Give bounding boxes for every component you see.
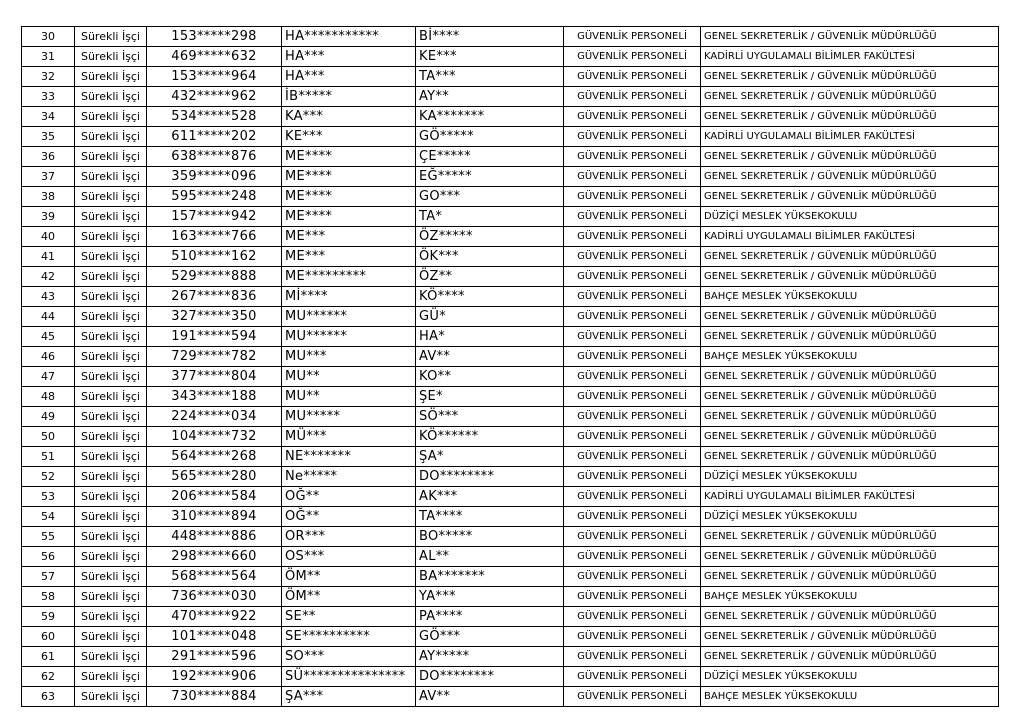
masked-surname-cell: ÖZ*****	[416, 227, 564, 247]
employment-type-cell: Sürekli İşçi	[75, 387, 147, 407]
masked-name-cell: OR***	[282, 527, 416, 547]
masked-id-cell: 298*****660	[147, 547, 282, 567]
masked-surname-cell: AV**	[416, 687, 564, 707]
masked-id-cell: 638*****876	[147, 147, 282, 167]
table-row	[22, 467, 999, 487]
table-row	[22, 127, 999, 147]
job-title-cell: GÜVENLİK PERSONELİ	[564, 527, 701, 547]
employment-type-cell: Sürekli İşçi	[75, 527, 147, 547]
row-number-cell: 39	[22, 207, 75, 227]
row-number-cell: 46	[22, 347, 75, 367]
job-title-cell: GÜVENLİK PERSONELİ	[564, 607, 701, 627]
table-row	[22, 67, 999, 87]
masked-id-cell: 343*****188	[147, 387, 282, 407]
row-number-cell: 61	[22, 647, 75, 667]
table-row	[22, 147, 999, 167]
masked-surname-cell: ÇE*****	[416, 147, 564, 167]
masked-name-cell: KE***	[282, 127, 416, 147]
department-cell: GENEL SEKRETERLİK / GÜVENLİK MÜDÜRLÜĞÜ	[701, 167, 999, 187]
table-row	[22, 547, 999, 567]
table-row	[22, 647, 999, 667]
masked-surname-cell: GÖ***	[416, 627, 564, 647]
masked-name-cell: ŞA***	[282, 687, 416, 707]
job-title-cell: GÜVENLİK PERSONELİ	[564, 307, 701, 327]
employment-type-cell: Sürekli İşçi	[75, 507, 147, 527]
row-number-cell: 37	[22, 167, 75, 187]
job-title-cell: GÜVENLİK PERSONELİ	[564, 547, 701, 567]
masked-name-cell: MU******	[282, 307, 416, 327]
employment-type-cell: Sürekli İşçi	[75, 447, 147, 467]
department-cell: GENEL SEKRETERLİK / GÜVENLİK MÜDÜRLÜĞÜ	[701, 147, 999, 167]
job-title-cell: GÜVENLİK PERSONELİ	[564, 387, 701, 407]
masked-id-cell: 534*****528	[147, 107, 282, 127]
table-row	[22, 27, 999, 47]
masked-id-cell: 359*****096	[147, 167, 282, 187]
department-cell: BAHÇE MESLEK YÜKSEKOKULU	[701, 587, 999, 607]
masked-name-cell: HA***	[282, 67, 416, 87]
masked-name-cell: ME****	[282, 207, 416, 227]
table-row	[22, 287, 999, 307]
masked-id-cell: 448*****886	[147, 527, 282, 547]
employment-type-cell: Sürekli İşçi	[75, 587, 147, 607]
job-title-cell: GÜVENLİK PERSONELİ	[564, 647, 701, 667]
job-title-cell: GÜVENLİK PERSONELİ	[564, 207, 701, 227]
table-row	[22, 387, 999, 407]
table-row	[22, 607, 999, 627]
masked-id-cell: 267*****836	[147, 287, 282, 307]
job-title-cell: GÜVENLİK PERSONELİ	[564, 27, 701, 47]
masked-id-cell: 327*****350	[147, 307, 282, 327]
job-title-cell: GÜVENLİK PERSONELİ	[564, 507, 701, 527]
table-row	[22, 87, 999, 107]
masked-name-cell: KA***	[282, 107, 416, 127]
masked-id-cell: 469*****632	[147, 47, 282, 67]
job-title-cell: GÜVENLİK PERSONELİ	[564, 487, 701, 507]
employment-type-cell: Sürekli İşçi	[75, 487, 147, 507]
department-cell: GENEL SEKRETERLİK / GÜVENLİK MÜDÜRLÜĞÜ	[701, 647, 999, 667]
department-cell: KADİRLİ UYGULAMALI BİLİMLER FAKÜLTESİ	[701, 127, 999, 147]
job-title-cell: GÜVENLİK PERSONELİ	[564, 247, 701, 267]
job-title-cell: GÜVENLİK PERSONELİ	[564, 287, 701, 307]
job-title-cell: GÜVENLİK PERSONELİ	[564, 627, 701, 647]
table-body	[22, 27, 999, 707]
masked-id-cell: 310*****894	[147, 507, 282, 527]
masked-name-cell: ME****	[282, 167, 416, 187]
employment-type-cell: Sürekli İşçi	[75, 167, 147, 187]
masked-surname-cell: ŞE*	[416, 387, 564, 407]
row-number-cell: 51	[22, 447, 75, 467]
masked-name-cell: İB*****	[282, 87, 416, 107]
department-cell: BAHÇE MESLEK YÜKSEKOKULU	[701, 687, 999, 707]
department-cell: GENEL SEKRETERLİK / GÜVENLİK MÜDÜRLÜĞÜ	[701, 327, 999, 347]
masked-id-cell: 153*****298	[147, 27, 282, 47]
department-cell: GENEL SEKRETERLİK / GÜVENLİK MÜDÜRLÜĞÜ	[701, 547, 999, 567]
job-title-cell: GÜVENLİK PERSONELİ	[564, 127, 701, 147]
department-cell: GENEL SEKRETERLİK / GÜVENLİK MÜDÜRLÜĞÜ	[701, 187, 999, 207]
masked-surname-cell: AV**	[416, 347, 564, 367]
masked-id-cell: 206*****584	[147, 487, 282, 507]
department-cell: KADİRLİ UYGULAMALI BİLİMLER FAKÜLTESİ	[701, 487, 999, 507]
masked-surname-cell: AY**	[416, 87, 564, 107]
department-cell: GENEL SEKRETERLİK / GÜVENLİK MÜDÜRLÜĞÜ	[701, 267, 999, 287]
personnel-table	[21, 26, 999, 707]
employment-type-cell: Sürekli İşçi	[75, 247, 147, 267]
employment-type-cell: Sürekli İşçi	[75, 87, 147, 107]
masked-name-cell: ME***	[282, 227, 416, 247]
masked-surname-cell: PA****	[416, 607, 564, 627]
department-cell: GENEL SEKRETERLİK / GÜVENLİK MÜDÜRLÜĞÜ	[701, 307, 999, 327]
masked-name-cell: MU***	[282, 347, 416, 367]
row-number-cell: 48	[22, 387, 75, 407]
table-row	[22, 527, 999, 547]
table-row	[22, 267, 999, 287]
row-number-cell: 60	[22, 627, 75, 647]
employment-type-cell: Sürekli İşçi	[75, 627, 147, 647]
masked-surname-cell: GÜ*	[416, 307, 564, 327]
masked-id-cell: 153*****964	[147, 67, 282, 87]
row-number-cell: 55	[22, 527, 75, 547]
row-number-cell: 43	[22, 287, 75, 307]
row-number-cell: 36	[22, 147, 75, 167]
table-row	[22, 687, 999, 707]
masked-surname-cell: KÖ****	[416, 287, 564, 307]
job-title-cell: GÜVENLİK PERSONELİ	[564, 427, 701, 447]
table-row	[22, 447, 999, 467]
masked-id-cell: 595*****248	[147, 187, 282, 207]
department-cell: GENEL SEKRETERLİK / GÜVENLİK MÜDÜRLÜĞÜ	[701, 527, 999, 547]
department-cell: DÜZİÇİ MESLEK YÜKSEKOKULU	[701, 467, 999, 487]
department-cell: GENEL SEKRETERLİK / GÜVENLİK MÜDÜRLÜĞÜ	[701, 427, 999, 447]
masked-id-cell: 470*****922	[147, 607, 282, 627]
masked-surname-cell: KÖ******	[416, 427, 564, 447]
masked-surname-cell: Bİ****	[416, 27, 564, 47]
masked-name-cell: NE*******	[282, 447, 416, 467]
employment-type-cell: Sürekli İşçi	[75, 647, 147, 667]
masked-name-cell: HA***********	[282, 27, 416, 47]
department-cell: GENEL SEKRETERLİK / GÜVENLİK MÜDÜRLÜĞÜ	[701, 407, 999, 427]
masked-name-cell: SÜ***************	[282, 667, 416, 687]
table-row	[22, 187, 999, 207]
department-cell: GENEL SEKRETERLİK / GÜVENLİK MÜDÜRLÜĞÜ	[701, 87, 999, 107]
job-title-cell: GÜVENLİK PERSONELİ	[564, 467, 701, 487]
masked-id-cell: 192*****906	[147, 667, 282, 687]
employment-type-cell: Sürekli İşçi	[75, 287, 147, 307]
row-number-cell: 32	[22, 67, 75, 87]
masked-name-cell: Mİ****	[282, 287, 416, 307]
department-cell: GENEL SEKRETERLİK / GÜVENLİK MÜDÜRLÜĞÜ	[701, 387, 999, 407]
job-title-cell: GÜVENLİK PERSONELİ	[564, 87, 701, 107]
employment-type-cell: Sürekli İşçi	[75, 407, 147, 427]
masked-surname-cell: ÖZ**	[416, 267, 564, 287]
row-number-cell: 45	[22, 327, 75, 347]
masked-name-cell: MU*****	[282, 407, 416, 427]
employment-type-cell: Sürekli İşçi	[75, 427, 147, 447]
table-row	[22, 327, 999, 347]
masked-surname-cell: TA***	[416, 67, 564, 87]
masked-surname-cell: KA*******	[416, 107, 564, 127]
masked-id-cell: 730*****884	[147, 687, 282, 707]
masked-id-cell: 291*****596	[147, 647, 282, 667]
row-number-cell: 30	[22, 27, 75, 47]
department-cell: DÜZİÇİ MESLEK YÜKSEKOKULU	[701, 207, 999, 227]
masked-surname-cell: TA*	[416, 207, 564, 227]
job-title-cell: GÜVENLİK PERSONELİ	[564, 227, 701, 247]
table-row	[22, 427, 999, 447]
row-number-cell: 40	[22, 227, 75, 247]
masked-id-cell: 101*****048	[147, 627, 282, 647]
masked-surname-cell: DO********	[416, 667, 564, 687]
masked-name-cell: ME*********	[282, 267, 416, 287]
masked-id-cell: 510*****162	[147, 247, 282, 267]
masked-id-cell: 191*****594	[147, 327, 282, 347]
row-number-cell: 63	[22, 687, 75, 707]
employment-type-cell: Sürekli İşçi	[75, 327, 147, 347]
masked-name-cell: OĞ**	[282, 487, 416, 507]
department-cell: BAHÇE MESLEK YÜKSEKOKULU	[701, 347, 999, 367]
masked-id-cell: 104*****732	[147, 427, 282, 447]
row-number-cell: 59	[22, 607, 75, 627]
department-cell: GENEL SEKRETERLİK / GÜVENLİK MÜDÜRLÜĞÜ	[701, 247, 999, 267]
masked-surname-cell: AK***	[416, 487, 564, 507]
masked-surname-cell: BO*****	[416, 527, 564, 547]
table-row	[22, 507, 999, 527]
masked-id-cell: 565*****280	[147, 467, 282, 487]
employment-type-cell: Sürekli İşçi	[75, 127, 147, 147]
masked-surname-cell: BA*******	[416, 567, 564, 587]
job-title-cell: GÜVENLİK PERSONELİ	[564, 47, 701, 67]
row-number-cell: 42	[22, 267, 75, 287]
department-cell: GENEL SEKRETERLİK / GÜVENLİK MÜDÜRLÜĞÜ	[701, 607, 999, 627]
table-row	[22, 567, 999, 587]
table-row	[22, 667, 999, 687]
job-title-cell: GÜVENLİK PERSONELİ	[564, 107, 701, 127]
table-row	[22, 367, 999, 387]
row-number-cell: 34	[22, 107, 75, 127]
masked-name-cell: MU**	[282, 367, 416, 387]
masked-id-cell: 564*****268	[147, 447, 282, 467]
table-row	[22, 347, 999, 367]
masked-name-cell: ME****	[282, 187, 416, 207]
table-row	[22, 207, 999, 227]
masked-name-cell: ME****	[282, 147, 416, 167]
job-title-cell: GÜVENLİK PERSONELİ	[564, 167, 701, 187]
masked-name-cell: SE**	[282, 607, 416, 627]
row-number-cell: 54	[22, 507, 75, 527]
masked-name-cell: OS***	[282, 547, 416, 567]
employment-type-cell: Sürekli İşçi	[75, 347, 147, 367]
job-title-cell: GÜVENLİK PERSONELİ	[564, 587, 701, 607]
masked-surname-cell: EĞ*****	[416, 167, 564, 187]
masked-surname-cell: SÖ***	[416, 407, 564, 427]
table-row	[22, 407, 999, 427]
row-number-cell: 62	[22, 667, 75, 687]
table-row	[22, 307, 999, 327]
employment-type-cell: Sürekli İşçi	[75, 567, 147, 587]
table-row	[22, 487, 999, 507]
table-row	[22, 587, 999, 607]
masked-surname-cell: GO***	[416, 187, 564, 207]
masked-name-cell: MÜ***	[282, 427, 416, 447]
row-number-cell: 33	[22, 87, 75, 107]
employment-type-cell: Sürekli İşçi	[75, 547, 147, 567]
masked-id-cell: 729*****782	[147, 347, 282, 367]
row-number-cell: 44	[22, 307, 75, 327]
masked-surname-cell: ŞA*	[416, 447, 564, 467]
department-cell: GENEL SEKRETERLİK / GÜVENLİK MÜDÜRLÜĞÜ	[701, 567, 999, 587]
row-number-cell: 52	[22, 467, 75, 487]
job-title-cell: GÜVENLİK PERSONELİ	[564, 667, 701, 687]
job-title-cell: GÜVENLİK PERSONELİ	[564, 407, 701, 427]
employment-type-cell: Sürekli İşçi	[75, 147, 147, 167]
employment-type-cell: Sürekli İşçi	[75, 207, 147, 227]
table-row	[22, 167, 999, 187]
department-cell: KADİRLİ UYGULAMALI BİLİMLER FAKÜLTESİ	[701, 227, 999, 247]
masked-id-cell: 611*****202	[147, 127, 282, 147]
department-cell: GENEL SEKRETERLİK / GÜVENLİK MÜDÜRLÜĞÜ	[701, 447, 999, 467]
row-number-cell: 49	[22, 407, 75, 427]
employment-type-cell: Sürekli İşçi	[75, 367, 147, 387]
department-cell: DÜZİÇİ MESLEK YÜKSEKOKULU	[701, 667, 999, 687]
employment-type-cell: Sürekli İşçi	[75, 687, 147, 707]
job-title-cell: GÜVENLİK PERSONELİ	[564, 687, 701, 707]
masked-name-cell: ÖM**	[282, 567, 416, 587]
employment-type-cell: Sürekli İşçi	[75, 67, 147, 87]
employment-type-cell: Sürekli İşçi	[75, 47, 147, 67]
department-cell: DÜZİÇİ MESLEK YÜKSEKOKULU	[701, 507, 999, 527]
masked-name-cell: SE**********	[282, 627, 416, 647]
masked-id-cell: 157*****942	[147, 207, 282, 227]
employment-type-cell: Sürekli İşçi	[75, 227, 147, 247]
masked-name-cell: ÖM**	[282, 587, 416, 607]
masked-surname-cell: AL**	[416, 547, 564, 567]
employment-type-cell: Sürekli İşçi	[75, 307, 147, 327]
job-title-cell: GÜVENLİK PERSONELİ	[564, 67, 701, 87]
table-row	[22, 227, 999, 247]
masked-id-cell: 568*****564	[147, 567, 282, 587]
masked-name-cell: MU******	[282, 327, 416, 347]
department-cell: GENEL SEKRETERLİK / GÜVENLİK MÜDÜRLÜĞÜ	[701, 27, 999, 47]
masked-surname-cell: TA****	[416, 507, 564, 527]
masked-surname-cell: AY*****	[416, 647, 564, 667]
row-number-cell: 41	[22, 247, 75, 267]
job-title-cell: GÜVENLİK PERSONELİ	[564, 267, 701, 287]
masked-name-cell: SO***	[282, 647, 416, 667]
row-number-cell: 56	[22, 547, 75, 567]
table-row	[22, 107, 999, 127]
row-number-cell: 47	[22, 367, 75, 387]
job-title-cell: GÜVENLİK PERSONELİ	[564, 327, 701, 347]
masked-id-cell: 432*****962	[147, 87, 282, 107]
employment-type-cell: Sürekli İşçi	[75, 27, 147, 47]
job-title-cell: GÜVENLİK PERSONELİ	[564, 187, 701, 207]
row-number-cell: 38	[22, 187, 75, 207]
row-number-cell: 50	[22, 427, 75, 447]
job-title-cell: GÜVENLİK PERSONELİ	[564, 567, 701, 587]
masked-surname-cell: DO********	[416, 467, 564, 487]
masked-id-cell: 163*****766	[147, 227, 282, 247]
employment-type-cell: Sürekli İşçi	[75, 107, 147, 127]
masked-surname-cell: HA*	[416, 327, 564, 347]
employment-type-cell: Sürekli İşçi	[75, 187, 147, 207]
department-cell: KADİRLİ UYGULAMALI BİLİMLER FAKÜLTESİ	[701, 47, 999, 67]
table-row	[22, 627, 999, 647]
masked-name-cell: Ne*****	[282, 467, 416, 487]
masked-id-cell: 224*****034	[147, 407, 282, 427]
employment-type-cell: Sürekli İşçi	[75, 607, 147, 627]
department-cell: GENEL SEKRETERLİK / GÜVENLİK MÜDÜRLÜĞÜ	[701, 627, 999, 647]
job-title-cell: GÜVENLİK PERSONELİ	[564, 147, 701, 167]
row-number-cell: 35	[22, 127, 75, 147]
department-cell: GENEL SEKRETERLİK / GÜVENLİK MÜDÜRLÜĞÜ	[701, 107, 999, 127]
masked-name-cell: ME***	[282, 247, 416, 267]
masked-surname-cell: KE***	[416, 47, 564, 67]
row-number-cell: 31	[22, 47, 75, 67]
job-title-cell: GÜVENLİK PERSONELİ	[564, 367, 701, 387]
table-row	[22, 247, 999, 267]
employment-type-cell: Sürekli İşçi	[75, 467, 147, 487]
table-row	[22, 47, 999, 67]
department-cell: GENEL SEKRETERLİK / GÜVENLİK MÜDÜRLÜĞÜ	[701, 367, 999, 387]
masked-surname-cell: KO**	[416, 367, 564, 387]
masked-name-cell: MU**	[282, 387, 416, 407]
job-title-cell: GÜVENLİK PERSONELİ	[564, 447, 701, 467]
masked-id-cell: 736*****030	[147, 587, 282, 607]
employment-type-cell: Sürekli İşçi	[75, 267, 147, 287]
masked-surname-cell: ÖK***	[416, 247, 564, 267]
row-number-cell: 57	[22, 567, 75, 587]
masked-id-cell: 529*****888	[147, 267, 282, 287]
department-cell: BAHÇE MESLEK YÜKSEKOKULU	[701, 287, 999, 307]
row-number-cell: 53	[22, 487, 75, 507]
masked-name-cell: HA***	[282, 47, 416, 67]
department-cell: GENEL SEKRETERLİK / GÜVENLİK MÜDÜRLÜĞÜ	[701, 67, 999, 87]
masked-surname-cell: GÖ*****	[416, 127, 564, 147]
masked-id-cell: 377*****804	[147, 367, 282, 387]
row-number-cell: 58	[22, 587, 75, 607]
masked-name-cell: OĞ**	[282, 507, 416, 527]
job-title-cell: GÜVENLİK PERSONELİ	[564, 347, 701, 367]
masked-surname-cell: YA***	[416, 587, 564, 607]
employment-type-cell: Sürekli İşçi	[75, 667, 147, 687]
